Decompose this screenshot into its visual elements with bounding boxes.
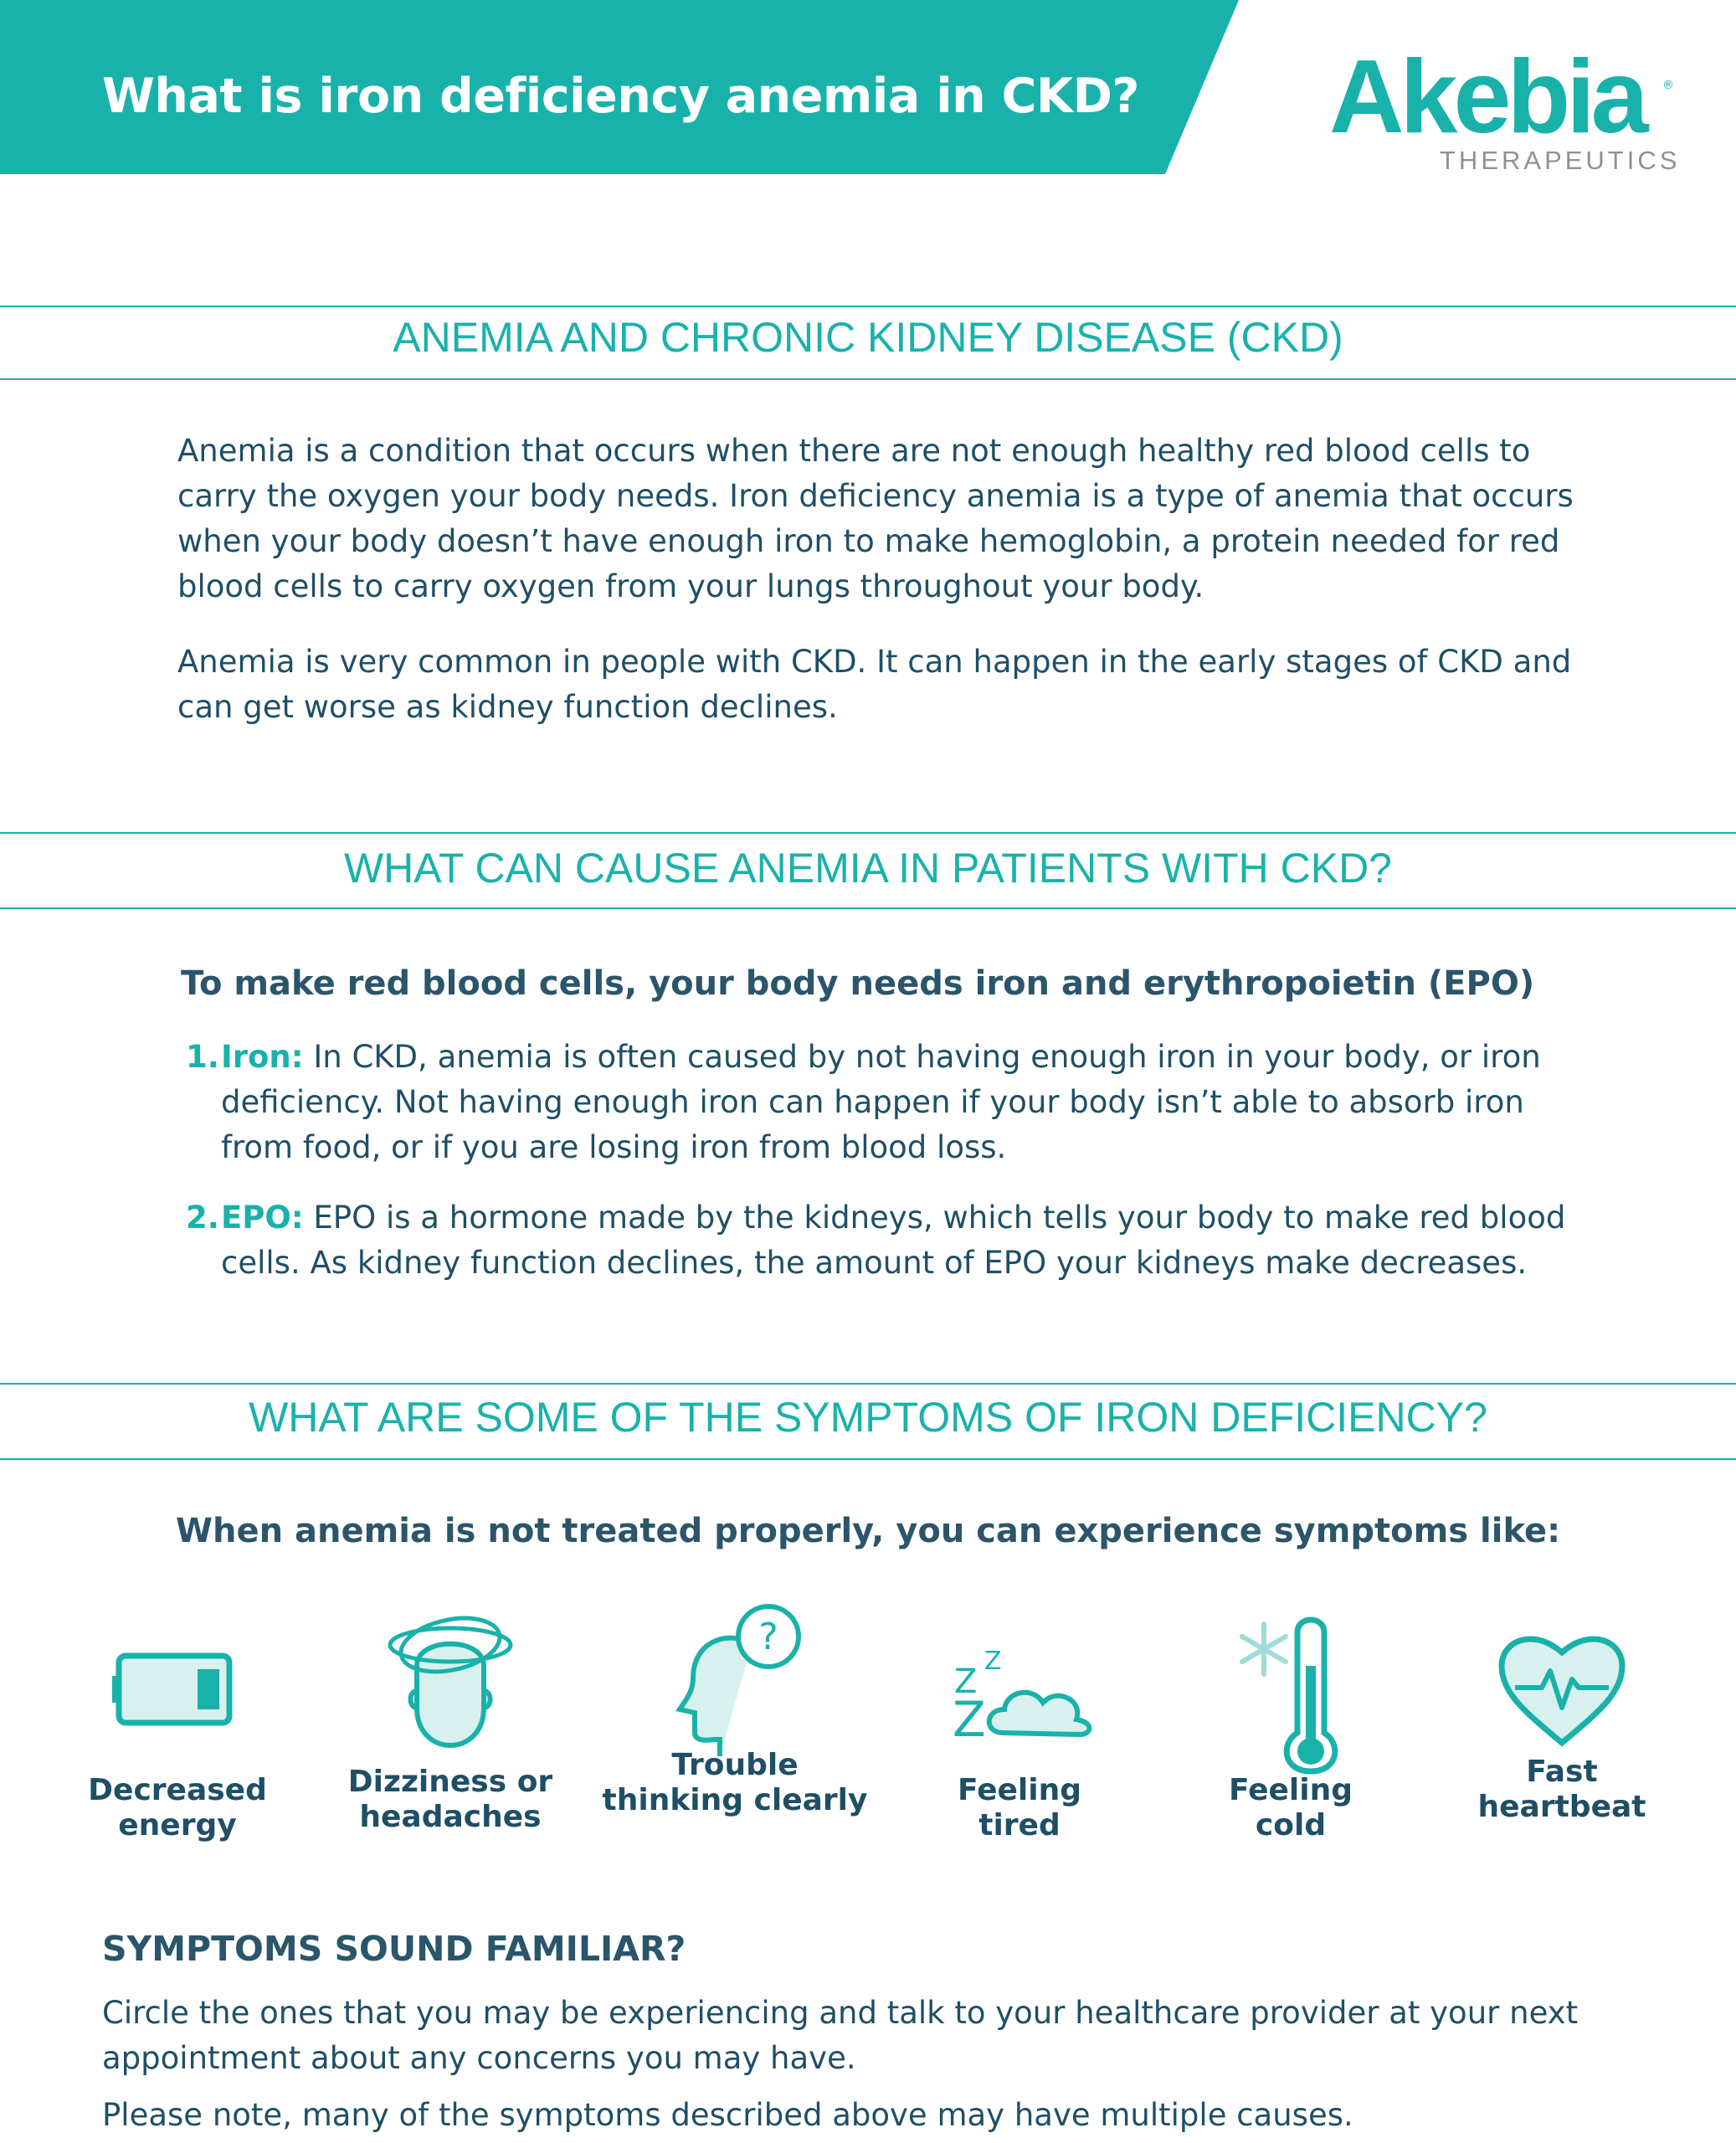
- section-title-symptoms: WHAT ARE SOME OF THE SYMPTOMS OF IRON DEFICIENCY?: [249, 1394, 1487, 1441]
- list-item-body: [221, 1195, 1594, 1286]
- section-divider: [0, 306, 1736, 307]
- list-item-text: EPO is a hormone made by the kidneys, which tells your body to make red blood cells. As kidney function declines, the amount of EPO your kidneys make decreases.: [221, 1200, 1566, 1281]
- familiar-heading: SYMPTOMS SOUND FAMILIAR?: [102, 1929, 686, 1969]
- section-divider: [0, 1383, 1736, 1385]
- symptom-feeling-cold: [1157, 1607, 1425, 1842]
- symptom-label: Decreased energy: [88, 1773, 267, 1842]
- familiar-note: Please note, many of the symptoms described above may have multiple causes.: [102, 2097, 1353, 2133]
- paragraph-anemia-definition: Anemia is a condition that occurs when there are not enough healthy red blood cells to carry the oxygen your body needs. Iron deficiency anemia is a type of anemia that occurs when your body doesn’t have enough iron to make hemoglobin, a protein needed for red blood cells to carry oxygen from your lungs throughout your body.: [177, 433, 1574, 604]
- symptom-label: Dizziness or headaches: [347, 1765, 553, 1834]
- akebia-logo: [1329, 39, 1681, 179]
- symptom-trouble-thinking: [601, 1599, 869, 1833]
- familiar-instructions: Circle the ones that you may be experiencing and talk to your healthcare provider at your next appointment about any concerns you may have.: [102, 1995, 1579, 2076]
- list-item-lead: Iron:: [221, 1039, 304, 1075]
- section-divider: [0, 1458, 1736, 1460]
- symptom-label: Feeling cold: [1228, 1773, 1353, 1842]
- causes-subheading: To make red blood cells, your body needs iron and erythropoietin (EPO): [181, 964, 1535, 1003]
- heartbeat-icon: [1495, 1621, 1629, 1755]
- logo-registered-mark: ®: [1662, 79, 1674, 92]
- symptom-label: Feeling tired: [957, 1773, 1082, 1842]
- symptom-label: Fast heartbeat: [1477, 1755, 1646, 1824]
- list-number: 2.: [186, 1200, 219, 1236]
- svg-text:Z: Z: [984, 1647, 1002, 1676]
- paragraph-anemia-common: Anemia is very common in people with CKD. It can happen in the early stages of CKD and can get worse as kidney function declines.: [177, 644, 1572, 725]
- section-divider: [0, 378, 1736, 380]
- symptom-label: Trouble thinking clearly: [602, 1748, 868, 1817]
- svg-text:?: ?: [758, 1616, 778, 1658]
- section-title-anemia-ckd: ANEMIA AND CHRONIC KIDNEY DISEASE (CKD): [393, 314, 1343, 361]
- symptoms-subheading: When anemia is not treated properly, you can experience symptoms like:: [175, 1512, 1561, 1550]
- dizzy-head-icon: [383, 1607, 517, 1766]
- list-item-body: [221, 1035, 1594, 1170]
- list-number: 1.: [186, 1039, 219, 1075]
- logo-subtitle: THERAPEUTICS: [1440, 146, 1681, 175]
- question-head-icon: [668, 1599, 802, 1758]
- battery-icon: [110, 1632, 244, 1766]
- svg-text:Z: Z: [954, 1662, 978, 1701]
- section-divider: [0, 907, 1736, 909]
- list-item-text: In CKD, anemia is often caused by not having enough iron in your body, or iron deficiency. Not having enough iron can happen if your body isn’t able to absorb iron from food, or if you are losing iron from blood loss.: [221, 1039, 1541, 1165]
- section-divider: [0, 832, 1736, 834]
- symptom-fast-heartbeat: [1428, 1621, 1696, 1855]
- svg-text:Z: Z: [953, 1691, 986, 1748]
- thermometer-snowflake-icon: [1224, 1607, 1358, 1775]
- sleep-cloud-icon: [936, 1632, 1103, 1766]
- list-item-lead: EPO:: [221, 1200, 304, 1236]
- symptom-dizziness: [316, 1607, 584, 1842]
- symptom-decreased-energy: [44, 1632, 311, 1867]
- symptom-feeling-tired: [886, 1632, 1153, 1867]
- section-title-causes: WHAT CAN CAUSE ANEMIA IN PATIENTS WITH CKD?: [343, 845, 1392, 892]
- page-title: What is iron deficiency anemia in CKD?: [102, 69, 1139, 124]
- logo-wordmark: Akebia: [1329, 39, 1645, 155]
